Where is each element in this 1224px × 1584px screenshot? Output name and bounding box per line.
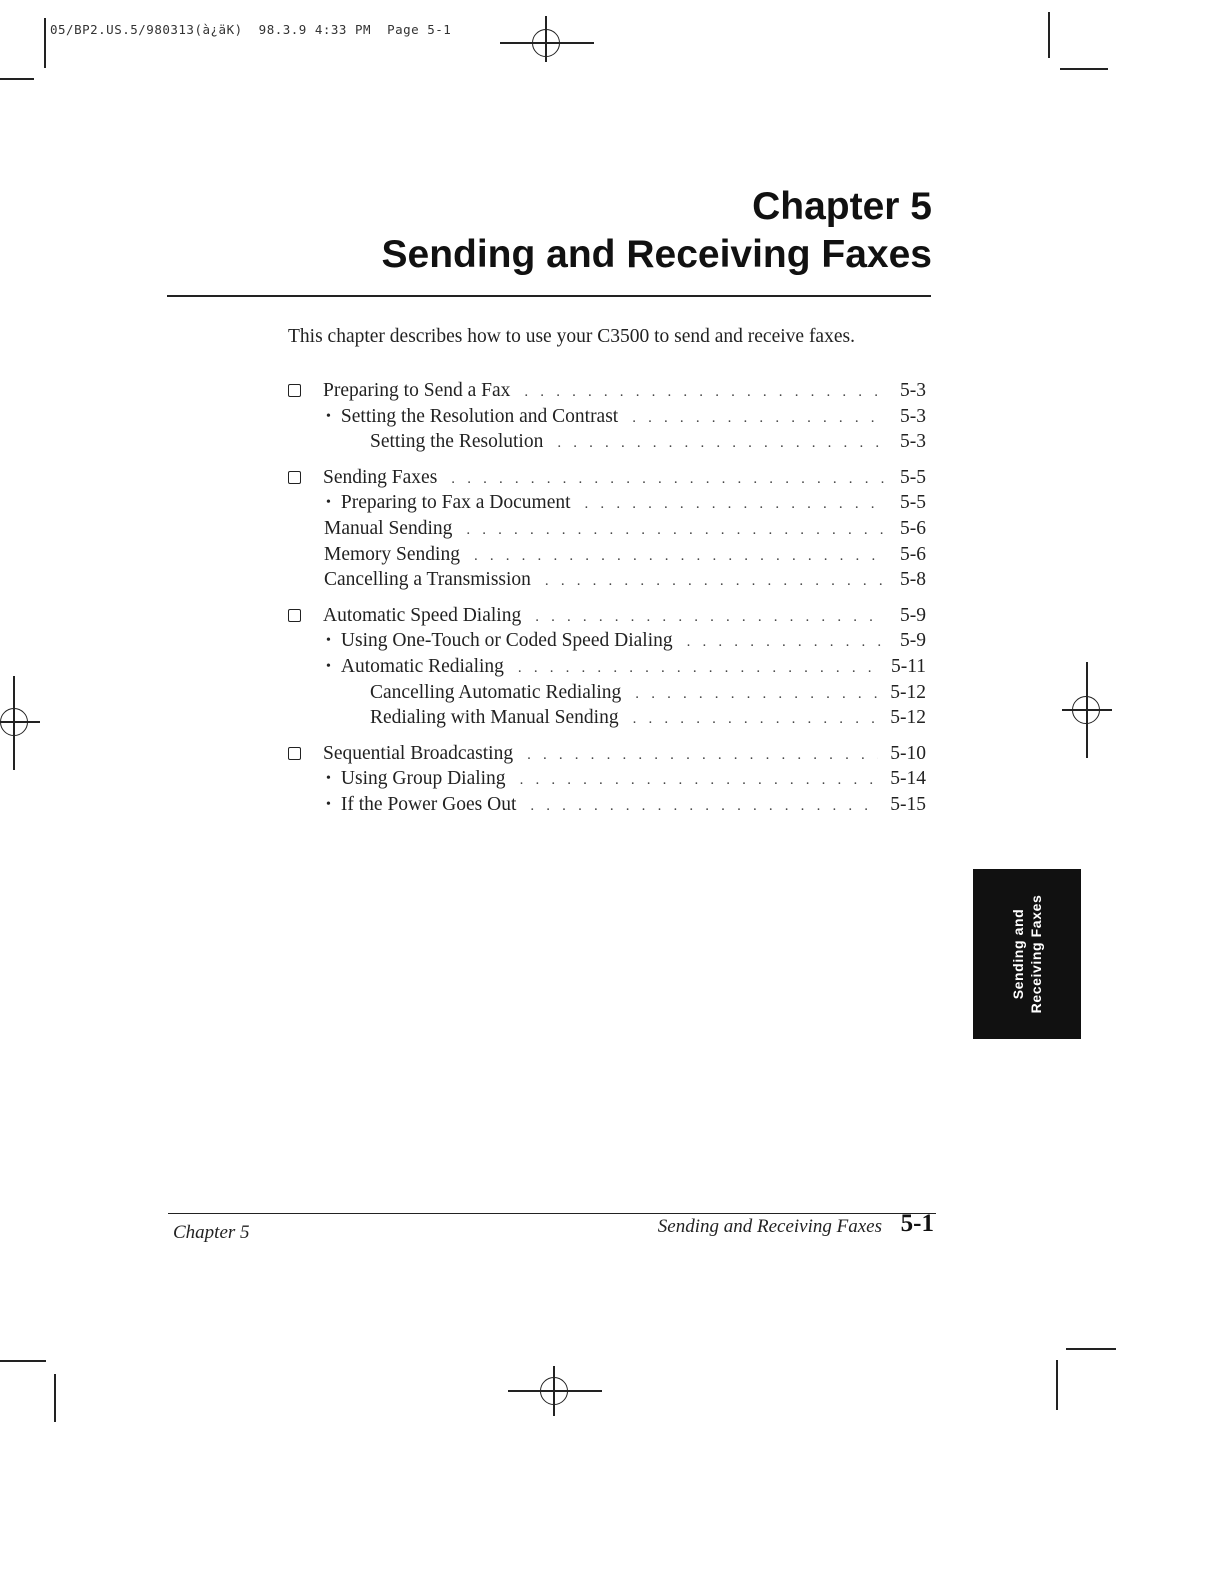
toc-entry-page: 5-9 — [900, 604, 926, 626]
footer-title: Sending and Receiving Faxes — [657, 1216, 882, 1237]
crop-mark — [1066, 1348, 1116, 1350]
toc-entry-title: Setting the Resolution — [370, 431, 544, 453]
registration-mark-icon — [1072, 696, 1100, 724]
toc-entry-page: 5-8 — [900, 569, 926, 591]
dot-leader — [557, 435, 884, 452]
chapter-title: Sending and Receiving Faxes — [381, 233, 932, 276]
dot-leader — [466, 522, 884, 539]
bullet-icon: • — [326, 408, 331, 424]
dot-leader — [687, 634, 884, 651]
bullet-icon: • — [326, 495, 331, 511]
section-tab-line: Receiving Faxes — [1028, 894, 1044, 1014]
toc-entry — [284, 518, 926, 544]
toc-entry-page: 5-3 — [900, 431, 926, 453]
page-number: 5-1 — [900, 1210, 934, 1237]
toc-entry-page: 5-6 — [900, 543, 926, 565]
toc-entry — [284, 544, 926, 570]
bullet-icon: • — [326, 796, 331, 812]
toc-entry-page: 5-11 — [890, 655, 926, 677]
crop-mark — [0, 78, 34, 80]
section-tab-line: Sending and — [1010, 908, 1026, 1000]
bullet-icon: • — [326, 658, 331, 674]
toc-entry-title: Memory Sending — [324, 543, 460, 565]
toc-entry-page: 5-15 — [890, 793, 926, 815]
toc-entry-page: 5-10 — [890, 742, 926, 764]
toc-entry-title: Using One-Touch or Coded Speed Dialing — [340, 630, 673, 652]
chapter-contents — [284, 380, 926, 830]
toc-entry-page: 5-12 — [890, 681, 926, 703]
toc-entry-page: 5-5 — [900, 466, 926, 488]
toc-entry — [284, 707, 926, 733]
crop-mark — [54, 1374, 56, 1422]
toc-entry — [284, 431, 926, 457]
registration-mark-icon — [532, 29, 560, 57]
toc-entry — [284, 630, 926, 656]
checkbox-square-icon — [288, 471, 301, 484]
heading-rule — [167, 295, 931, 297]
toc-entry — [284, 605, 926, 631]
dot-leader — [633, 711, 879, 728]
dot-leader — [635, 686, 878, 703]
toc-entry — [284, 794, 926, 820]
chapter-intro: This chapter describes how to use your C3500 to send and receive faxes. — [288, 326, 855, 347]
toc-entry-page: 5-6 — [900, 517, 926, 539]
checkbox-square-icon — [288, 609, 301, 622]
toc-entry-title: Redialing with Manual Sending — [370, 707, 619, 729]
toc-entry-title: Preparing to Fax a Document — [340, 492, 571, 514]
crop-mark — [1056, 1360, 1058, 1410]
crop-mark — [1060, 68, 1108, 70]
dot-leader — [632, 410, 884, 427]
toc-entry — [284, 656, 926, 682]
checkbox-square-icon — [288, 747, 301, 760]
footer-rule — [168, 1213, 936, 1214]
toc-entry — [284, 682, 926, 708]
toc-entry-title: Preparing to Send a Fax — [323, 380, 511, 401]
toc-entry-title: Using Group Dialing — [340, 768, 506, 790]
dot-leader — [545, 573, 884, 590]
toc-section — [284, 380, 926, 457]
dot-leader — [474, 548, 884, 565]
toc-entry-title: Automatic Speed Dialing — [323, 604, 522, 626]
toc-section — [284, 467, 926, 595]
section-tab — [973, 869, 1081, 1039]
printer-slug: 05/BP2.US.5/980313(à¿äK) 98.3.9 4:33 PM Page 5-1 — [50, 22, 452, 37]
toc-entry — [284, 743, 926, 769]
checkbox-square-icon — [288, 384, 301, 397]
toc-entry-page: 5-9 — [900, 630, 926, 652]
registration-mark-icon — [540, 1377, 568, 1405]
toc-entry-page: 5-3 — [900, 405, 926, 427]
bullet-icon: • — [326, 771, 331, 787]
toc-entry — [284, 406, 926, 432]
footer-chapter: Chapter 5 — [173, 1222, 250, 1243]
dot-leader — [585, 496, 884, 513]
registration-mark-icon — [0, 708, 28, 736]
toc-entry-title: Cancelling a Transmission — [324, 569, 531, 591]
toc-entry-title: Setting the Resolution and Contrast — [340, 405, 619, 427]
dot-leader — [524, 384, 884, 401]
toc-entry-title: Cancelling Automatic Redialing — [370, 681, 622, 703]
toc-entry — [284, 569, 926, 595]
crop-mark — [44, 18, 46, 68]
toc-entry-page: 5-5 — [900, 492, 926, 514]
toc-entry — [284, 467, 926, 493]
toc-entry — [284, 768, 926, 794]
toc-entry — [284, 492, 926, 518]
toc-entry — [284, 380, 926, 406]
toc-section — [284, 743, 926, 820]
dot-leader — [451, 471, 884, 488]
section-tab-label — [1009, 895, 1045, 1014]
toc-entry-page: 5-3 — [900, 380, 926, 401]
toc-entry-title: Manual Sending — [324, 517, 453, 539]
dot-leader — [518, 660, 879, 677]
chapter-number: Chapter 5 — [752, 185, 932, 228]
dot-leader — [520, 772, 879, 789]
toc-entry-title: Sending Faxes — [323, 466, 438, 488]
dot-leader — [530, 798, 878, 815]
dot-leader — [527, 747, 878, 764]
toc-entry-title: Sequential Broadcasting — [323, 742, 514, 764]
toc-entry-page: 5-14 — [890, 768, 926, 790]
chapter-heading — [382, 183, 933, 279]
crop-mark — [0, 1360, 46, 1362]
crop-mark — [1048, 12, 1050, 58]
dot-leader — [535, 609, 884, 626]
toc-entry-title: Automatic Redialing — [340, 655, 504, 677]
toc-entry-title: If the Power Goes Out — [340, 793, 517, 815]
bullet-icon: • — [326, 633, 331, 649]
toc-entry-page: 5-12 — [890, 707, 926, 729]
toc-section — [284, 605, 926, 733]
